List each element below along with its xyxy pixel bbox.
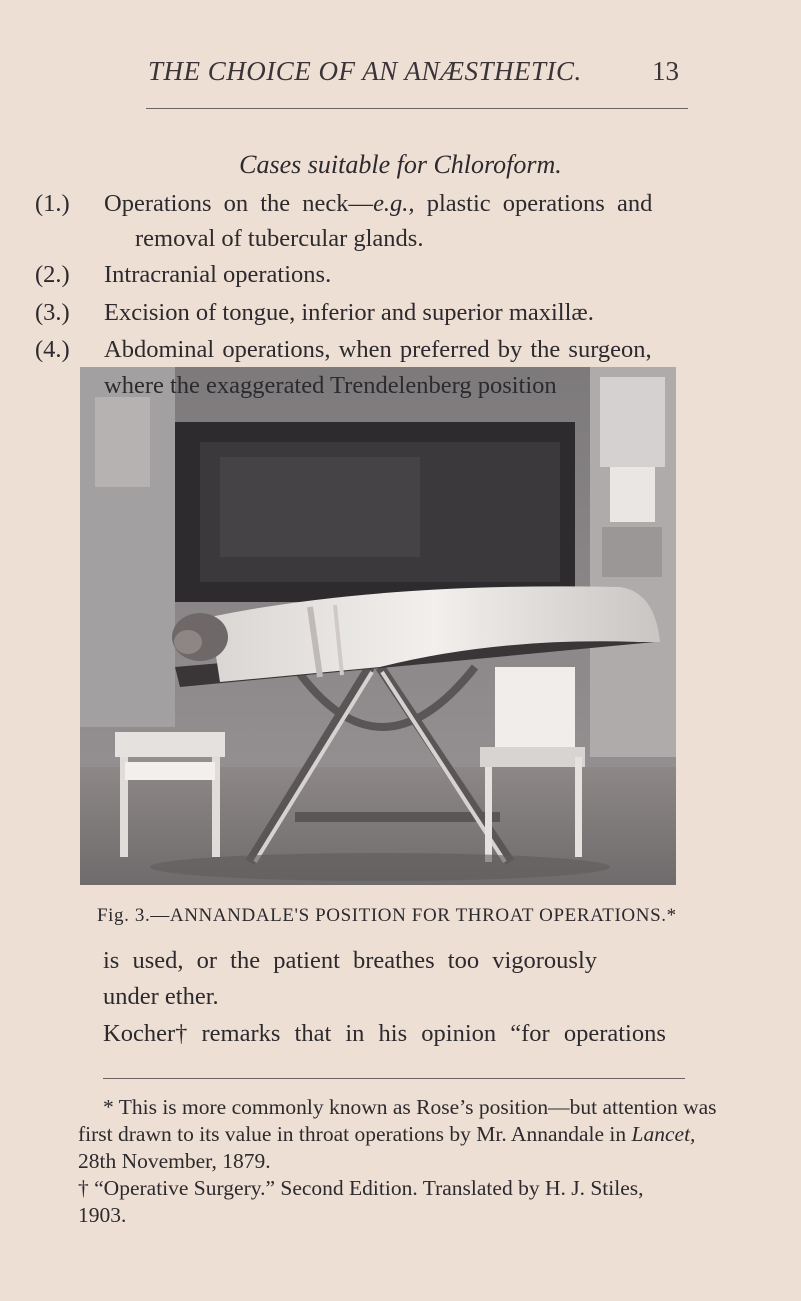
header-rule [146, 108, 688, 109]
figure-photograph [80, 367, 676, 885]
list-item [35, 261, 755, 291]
footnote-rule [103, 1078, 685, 1079]
list-item [35, 190, 755, 220]
list-item-number: (1.) [35, 190, 70, 217]
list-item-text: Intracranial operations. [104, 261, 332, 288]
body-line: is used, or the patient breathes too vigorously [103, 947, 597, 974]
side-table [115, 732, 225, 757]
list-item-continuation: where the exaggerated Trendelenberg position [104, 372, 557, 399]
running-title: THE CHOICE OF AN ANÆSTHETIC. [148, 56, 582, 86]
list-item-continuation: removal of tubercular glands. [135, 225, 424, 252]
paragraph-start: Kocher† remarks that in his opinion “for operations [103, 1020, 666, 1047]
list-item-number: (2.) [35, 261, 70, 288]
footnote-star: * This is more commonly known as Rose’s position—but attention was [103, 1095, 717, 1119]
footnote-star-line2: first drawn to its value in throat operations by Mr. Annandale in Lancet, [78, 1122, 696, 1146]
list-item [35, 336, 755, 366]
list-item-text: Abdominal operations, when preferred by the surgeon, [104, 336, 652, 363]
footnote-dagger-line2: 1903. [78, 1203, 127, 1227]
footnote-star-line3: 28th November, 1879. [78, 1149, 271, 1173]
figure-caption: Fig. 3.—ANNANDALE'S POSITION FOR THROAT OPERATIONS.* [97, 905, 677, 926]
list-item-text: Operations on the neck—e.g., plastic operations and [104, 190, 653, 217]
body-line: under ether. [103, 983, 219, 1010]
page-number: 13 [652, 56, 679, 86]
footnote-dagger: † “Operative Surgery.” Second Edition. Translated by H. J. Stiles, [78, 1176, 644, 1200]
list-item-number: (4.) [35, 336, 70, 363]
section-title: Cases suitable for Chloroform. [239, 150, 562, 179]
list-item-number: (3.) [35, 299, 70, 326]
list-item-text: Excision of tongue, inferior and superior maxillæ. [104, 299, 594, 326]
list-item [35, 299, 755, 329]
